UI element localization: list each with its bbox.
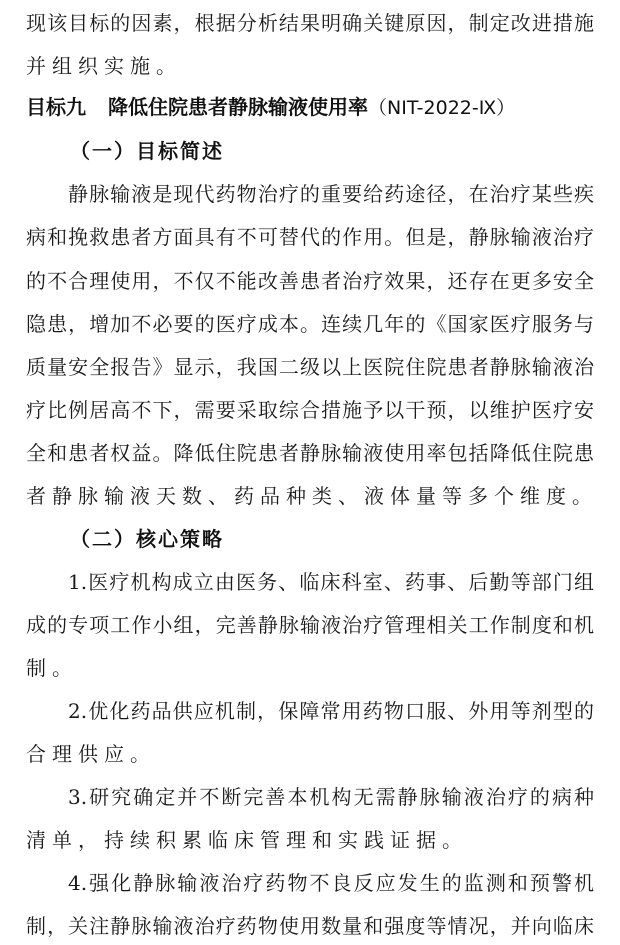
paragraph-line: 病和挽救患者方面具有不可替代的作用。但是，静脉输液治疗 — [26, 225, 594, 249]
section-heading-core-strategy: （二）核心策略 — [70, 527, 224, 551]
paragraph-line: 疗比例居高不下，需要采取综合措施予以干预，以维护医疗安 — [26, 398, 594, 422]
paragraph-line: 隐患，增加不必要的医疗成本。连续几年的《国家医疗服务与 — [26, 312, 594, 336]
goal-label: 目标九 — [26, 95, 86, 119]
paragraph-line: 者静脉输液天数、药品种类、液体量等多个维度。 — [26, 484, 598, 508]
paragraph-line: 的不合理使用，不仅不能改善患者治疗效果，还存在更多安全 — [26, 269, 594, 293]
list-item-line: 3.研究确定并不断完善本机构无需静脉输液治疗的病种 — [68, 785, 594, 809]
section-heading-overview: （一）目标简述 — [70, 139, 224, 163]
paragraph-line: 并组织实施。 — [26, 54, 182, 78]
goal-heading — [26, 88, 515, 126]
paragraph-line: 静脉输液是现代药物治疗的重要给药途径，在治疗某些疾 — [68, 182, 594, 206]
list-item-line: 4.强化静脉输液治疗药物不良反应发生的监测和预警机 — [68, 871, 594, 895]
list-item-line: 合理供应。 — [26, 742, 156, 766]
goal-code: （NIT-2022-Ⅸ） — [368, 97, 516, 119]
paragraph-line: 全和患者权益。降低住院患者静脉输液使用率包括降低住院患 — [26, 441, 594, 465]
paragraph-line: 现该目标的因素，根据分析结果明确关键原因，制定改进措施 — [26, 11, 594, 35]
list-item-line: 成的专项工作小组，完善静脉输液治疗管理相关工作制度和机 — [26, 613, 594, 637]
list-item-line: 2.优化药品供应机制，保障常用药物口服、外用等剂型的 — [68, 699, 594, 723]
list-item-line: 制。 — [26, 656, 78, 680]
list-item-line: 清单，持续积累临床管理和实践证据。 — [26, 828, 468, 852]
list-item-line: 1.医疗机构成立由医务、临床科室、药事、后勤等部门组 — [68, 570, 594, 594]
goal-title: 降低住院患者静脉输液使用率 — [108, 95, 368, 119]
list-item-line: 制，关注静脉输液治疗药物使用数量和强度等情况，并向临床 — [26, 914, 594, 938]
paragraph-line: 质量安全报告》显示，我国二级以上医院住院患者静脉输液治 — [26, 355, 594, 379]
